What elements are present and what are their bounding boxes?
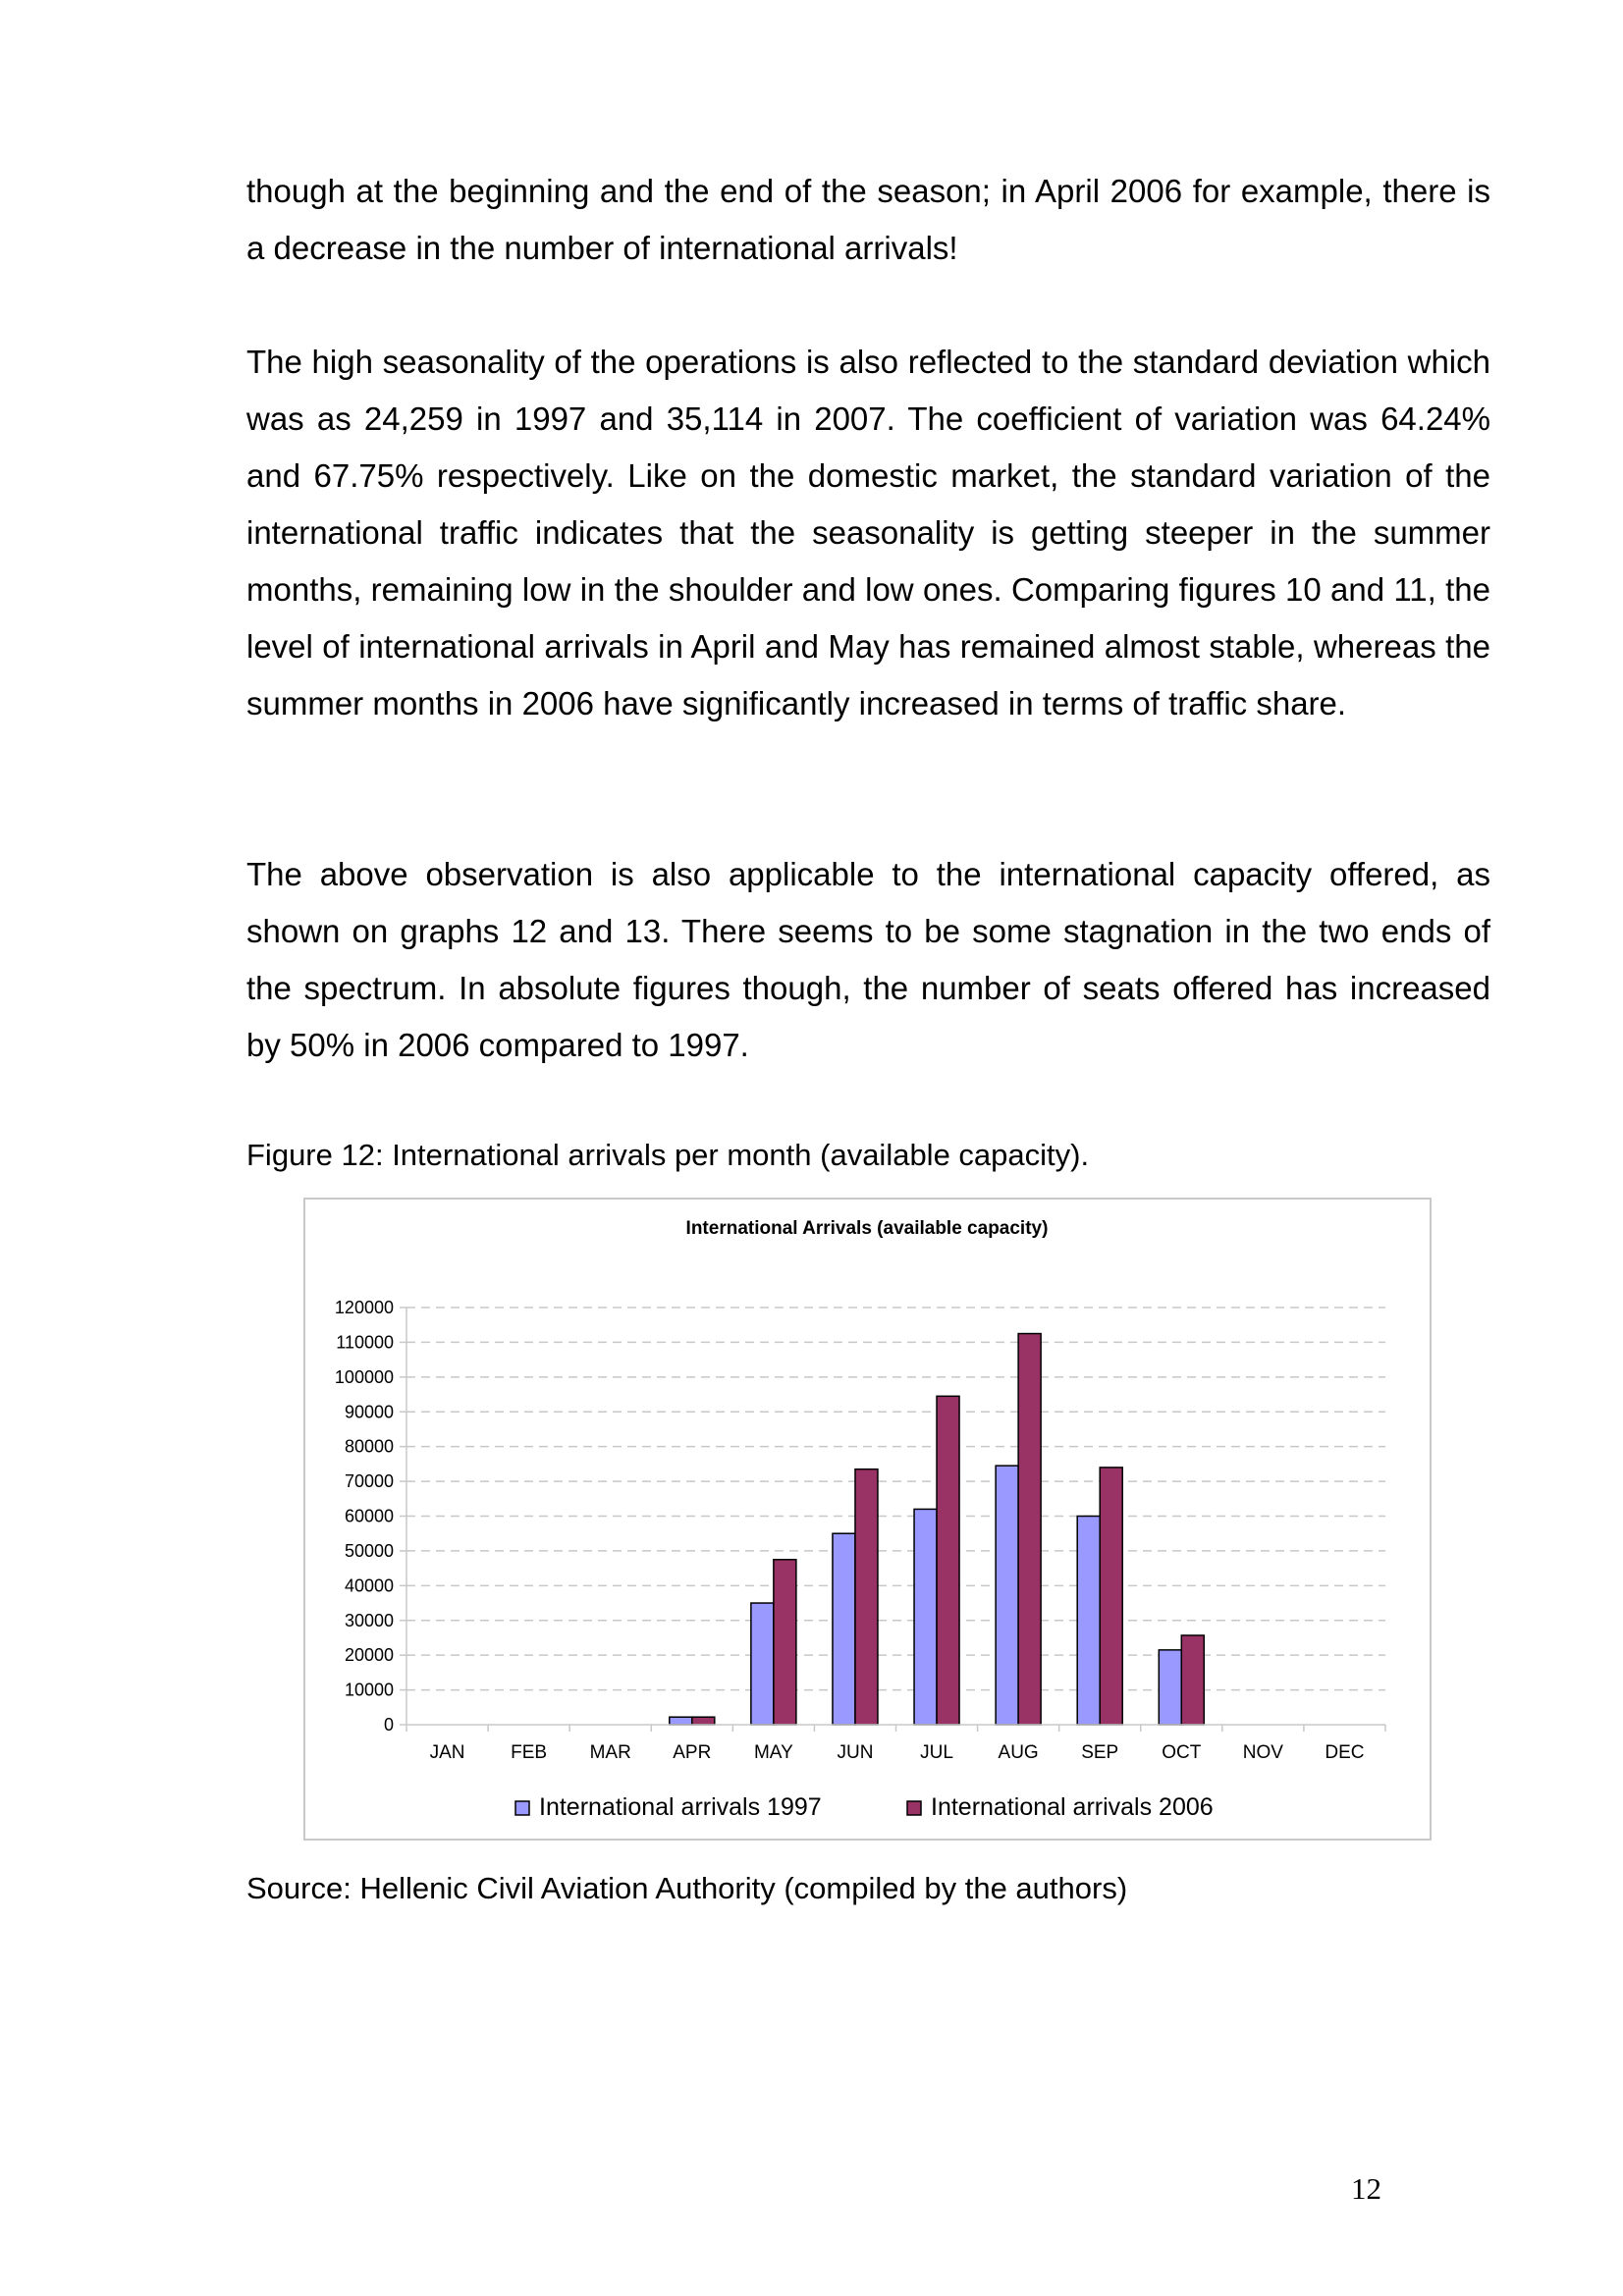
legend — [515, 1793, 1214, 1821]
paragraph-3 — [246, 846, 1490, 1074]
legend-swatch — [515, 1801, 529, 1815]
x-tick-label: FEB — [511, 1742, 548, 1763]
bars — [670, 1334, 1205, 1725]
y-tick-label: 100000 — [334, 1366, 394, 1387]
y-tick-label: 90000 — [344, 1402, 394, 1422]
legend-entry — [907, 1793, 1214, 1821]
x-tick-label: OCT — [1162, 1742, 1202, 1763]
y-tick-label: 30000 — [344, 1610, 394, 1630]
page-number: 12 — [1351, 2171, 1381, 2206]
x-tick-label: AUG — [998, 1742, 1039, 1763]
x-tick-label: DEC — [1325, 1742, 1365, 1763]
x-tick-label: SEP — [1081, 1742, 1119, 1763]
paragraph-1 — [246, 163, 1490, 277]
legend-entry — [515, 1793, 822, 1821]
x-tick-label: MAR — [589, 1742, 631, 1763]
bar-chart — [305, 1200, 1430, 1839]
bar-oct-a — [1159, 1650, 1181, 1725]
paragraph-1-text: though at the beginning and the end of the season; in April 2006 for example, there is a decrease in the number of international arrivals! — [246, 173, 1490, 266]
y-tick-label: 80000 — [344, 1436, 394, 1457]
bar-jul-b — [937, 1396, 959, 1725]
x-axis — [406, 1725, 1385, 1763]
x-tick-label: NOV — [1242, 1742, 1283, 1763]
paragraph-2 — [246, 334, 1490, 732]
chart-title: International Arrivals (available capacity) — [685, 1218, 1049, 1239]
y-tick-label: 110000 — [336, 1332, 394, 1353]
x-tick-label: JAN — [429, 1742, 465, 1763]
bar-may-b — [774, 1560, 796, 1725]
y-axis — [335, 1298, 406, 1735]
figure-caption: Figure 12: International arrivals per month (available capacity). — [246, 1138, 1090, 1172]
bar-jun-a — [833, 1533, 855, 1725]
bar-sep-a — [1077, 1517, 1100, 1726]
y-tick-label: 120000 — [334, 1298, 394, 1317]
bar-may-a — [751, 1603, 774, 1725]
bar-sep-b — [1100, 1468, 1122, 1725]
bar-jul-a — [914, 1509, 937, 1725]
chart-frame — [303, 1198, 1432, 1841]
y-tick-label: 50000 — [344, 1540, 394, 1561]
paragraph-2-text: The high seasonality of the operations is also reflected to the standard deviation which was as 24,259 in 1997 and 35,114 in 2007. The coefficient of variation was 64.24% and 67.75% respectively. Like on the domestic market, the standard variation of the international traffic indicates that the seasonality is getting steeper in the summer months, remaining low in the shoulder and low ones. Comparing figures 10 and 11, the level of international arrivals in April and May has remained almost stable, whereas the summer months in 2006 have significantly increased in terms of traffic share. — [246, 344, 1490, 721]
bar-aug-b — [1018, 1334, 1041, 1725]
bar-oct-b — [1181, 1635, 1204, 1725]
legend-swatch — [907, 1801, 921, 1815]
y-tick-label: 60000 — [344, 1506, 394, 1526]
bar-apr-b — [692, 1717, 715, 1725]
x-tick-label: JUN — [837, 1742, 874, 1763]
y-tick-label: 0 — [383, 1715, 394, 1735]
legend-label: International arrivals 2006 — [931, 1793, 1214, 1821]
x-tick-label: APR — [673, 1742, 712, 1763]
y-tick-label: 10000 — [344, 1680, 394, 1700]
gridlines — [406, 1308, 1385, 1690]
paragraph-3-text: The above observation is also applicable to the international capacity offered, as shown on graphs 12 and 13. There seems to be some stagnation in the two ends of the spectrum. In absolute figures though, the number of seats offered has increased by 50% in 2006 compared to 1997. — [246, 856, 1490, 1063]
y-tick-label: 70000 — [344, 1471, 394, 1492]
bar-jun-b — [855, 1469, 878, 1725]
legend-label: International arrivals 1997 — [539, 1793, 822, 1821]
bar-apr-a — [670, 1717, 692, 1725]
x-tick-label: JUL — [920, 1742, 953, 1763]
source-note: Source: Hellenic Civil Aviation Authority (compiled by the authors) — [246, 1871, 1128, 1905]
x-tick-label: MAY — [753, 1742, 793, 1763]
y-tick-label: 40000 — [344, 1575, 394, 1596]
y-tick-label: 20000 — [344, 1645, 394, 1666]
bar-aug-a — [996, 1466, 1018, 1725]
